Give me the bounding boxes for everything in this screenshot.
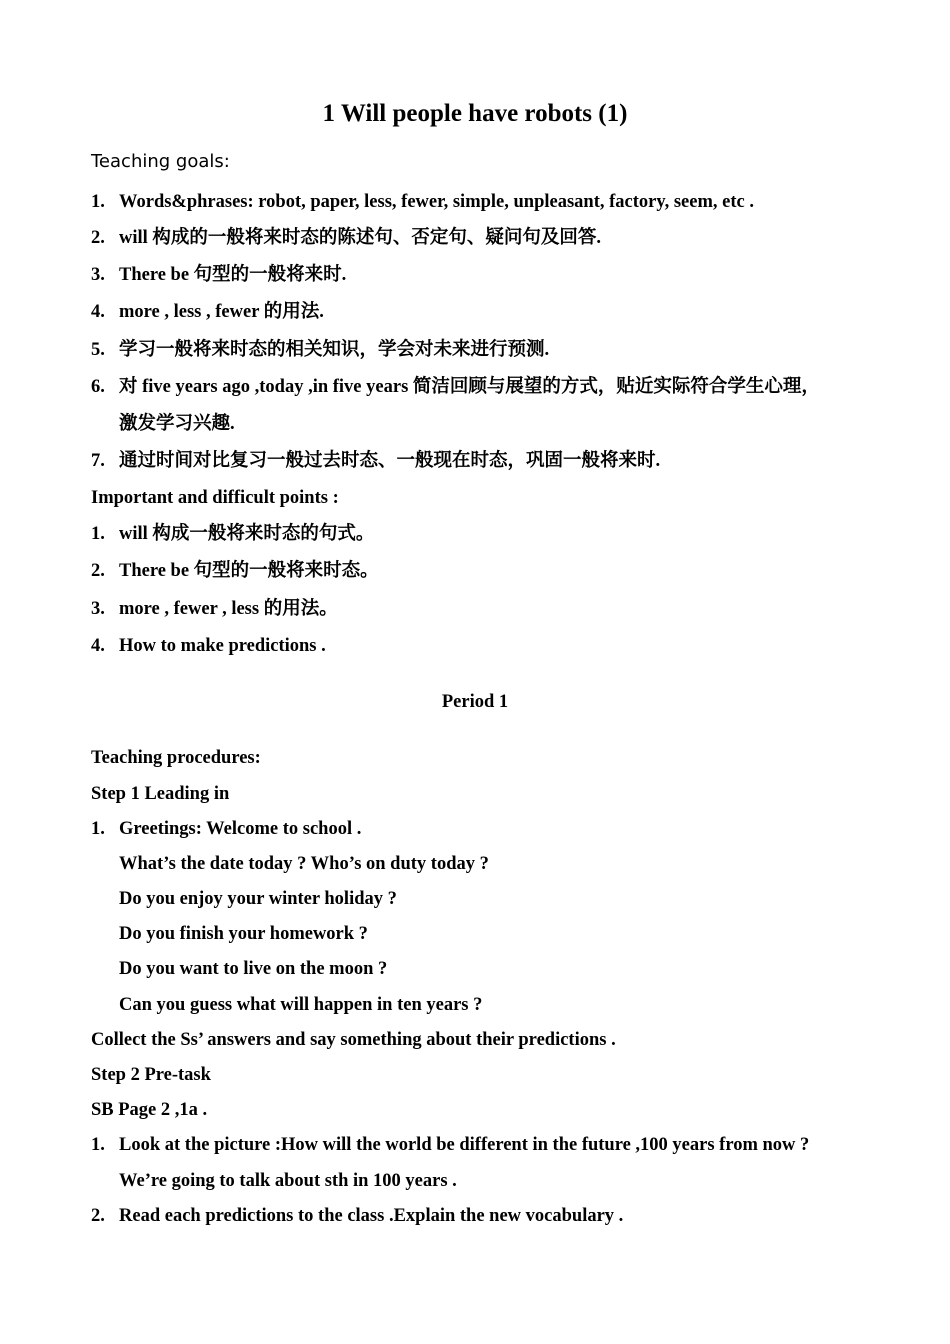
question-line: What’s the date today ? Who’s on duty today ? <box>119 854 489 874</box>
question-line: Do you want to live on the moon ? <box>119 959 388 979</box>
point-text: will 构成一般将来时态的句式。 <box>119 524 375 544</box>
pretask-continuation: We’re going to talk about sth in 100 years . <box>119 1171 457 1191</box>
question-line: Do you finish your homework ? <box>119 924 368 944</box>
pretask-number: 2. <box>91 1206 105 1226</box>
goal-text: Words&phrases: robot, paper, less, fewer, simple, unpleasant, factory, seem, etc . <box>119 192 754 212</box>
step-2-heading: Step 2 Pre-task <box>91 1065 211 1085</box>
question-line: Can you guess what will happen in ten years ? <box>119 995 483 1015</box>
page-title: 1 Will people have robots (1) <box>322 100 628 127</box>
procedures-heading: Teaching procedures: <box>91 748 261 768</box>
goal-number: 7. <box>91 451 105 471</box>
pretask-text: Read each predictions to the class .Explain the new vocabulary . <box>119 1206 624 1226</box>
question-line: Do you enjoy your winter holiday ? <box>119 889 397 909</box>
goal-text: 学习一般将来时态的相关知识，学会对未来进行预测. <box>119 340 550 360</box>
point-text: How to make predictions . <box>119 636 326 656</box>
goal-number: 6. <box>91 377 105 397</box>
step-1-heading: Step 1 Leading in <box>91 784 230 804</box>
teaching-goals-heading: Teaching goals: <box>91 151 230 172</box>
goal-text: 通过时间对比复习一般过去时态、一般现在时态，巩固一般将来时. <box>119 451 661 471</box>
point-number: 3. <box>91 599 105 619</box>
pretask-number: 1. <box>91 1135 105 1155</box>
point-number: 4. <box>91 636 105 656</box>
period-heading: Period 1 <box>441 692 509 712</box>
goal-number: 1. <box>91 192 105 212</box>
greetings-text: Greetings: Welcome to school . <box>119 819 362 839</box>
goal-text: more , less , fewer 的用法. <box>119 302 324 322</box>
sb-page-ref: SB Page 2 ,1a . <box>91 1100 208 1120</box>
point-text: There be 句型的一般将来时态。 <box>119 561 379 581</box>
goal-text: will 构成的一般将来时态的陈述句、否定句、疑问句及回答. <box>119 228 602 248</box>
important-points-heading: Important and difficult points : <box>91 488 339 508</box>
collect-answers-text: Collect the Ss’ answers and say something about their predictions . <box>91 1030 616 1050</box>
pretask-text: Look at the picture :How will the world be different in the future ,100 years from now ? <box>119 1135 810 1155</box>
point-text: more , fewer , less 的用法。 <box>119 599 338 619</box>
point-number: 1. <box>91 524 105 544</box>
goal-number: 4. <box>91 302 105 322</box>
goal-text: There be 句型的一般将来时. <box>119 265 347 285</box>
goal-number: 3. <box>91 265 105 285</box>
goal-number: 5. <box>91 340 105 360</box>
point-number: 2. <box>91 561 105 581</box>
greetings-number: 1. <box>91 819 105 839</box>
goal-text: 对 five years ago ,today ,in five years 简洁回顾与展望的方式，贴近实际符合学生心理， <box>119 377 820 397</box>
goal-number: 2. <box>91 228 105 248</box>
goal-continuation: 激发学习兴趣. <box>119 414 235 434</box>
